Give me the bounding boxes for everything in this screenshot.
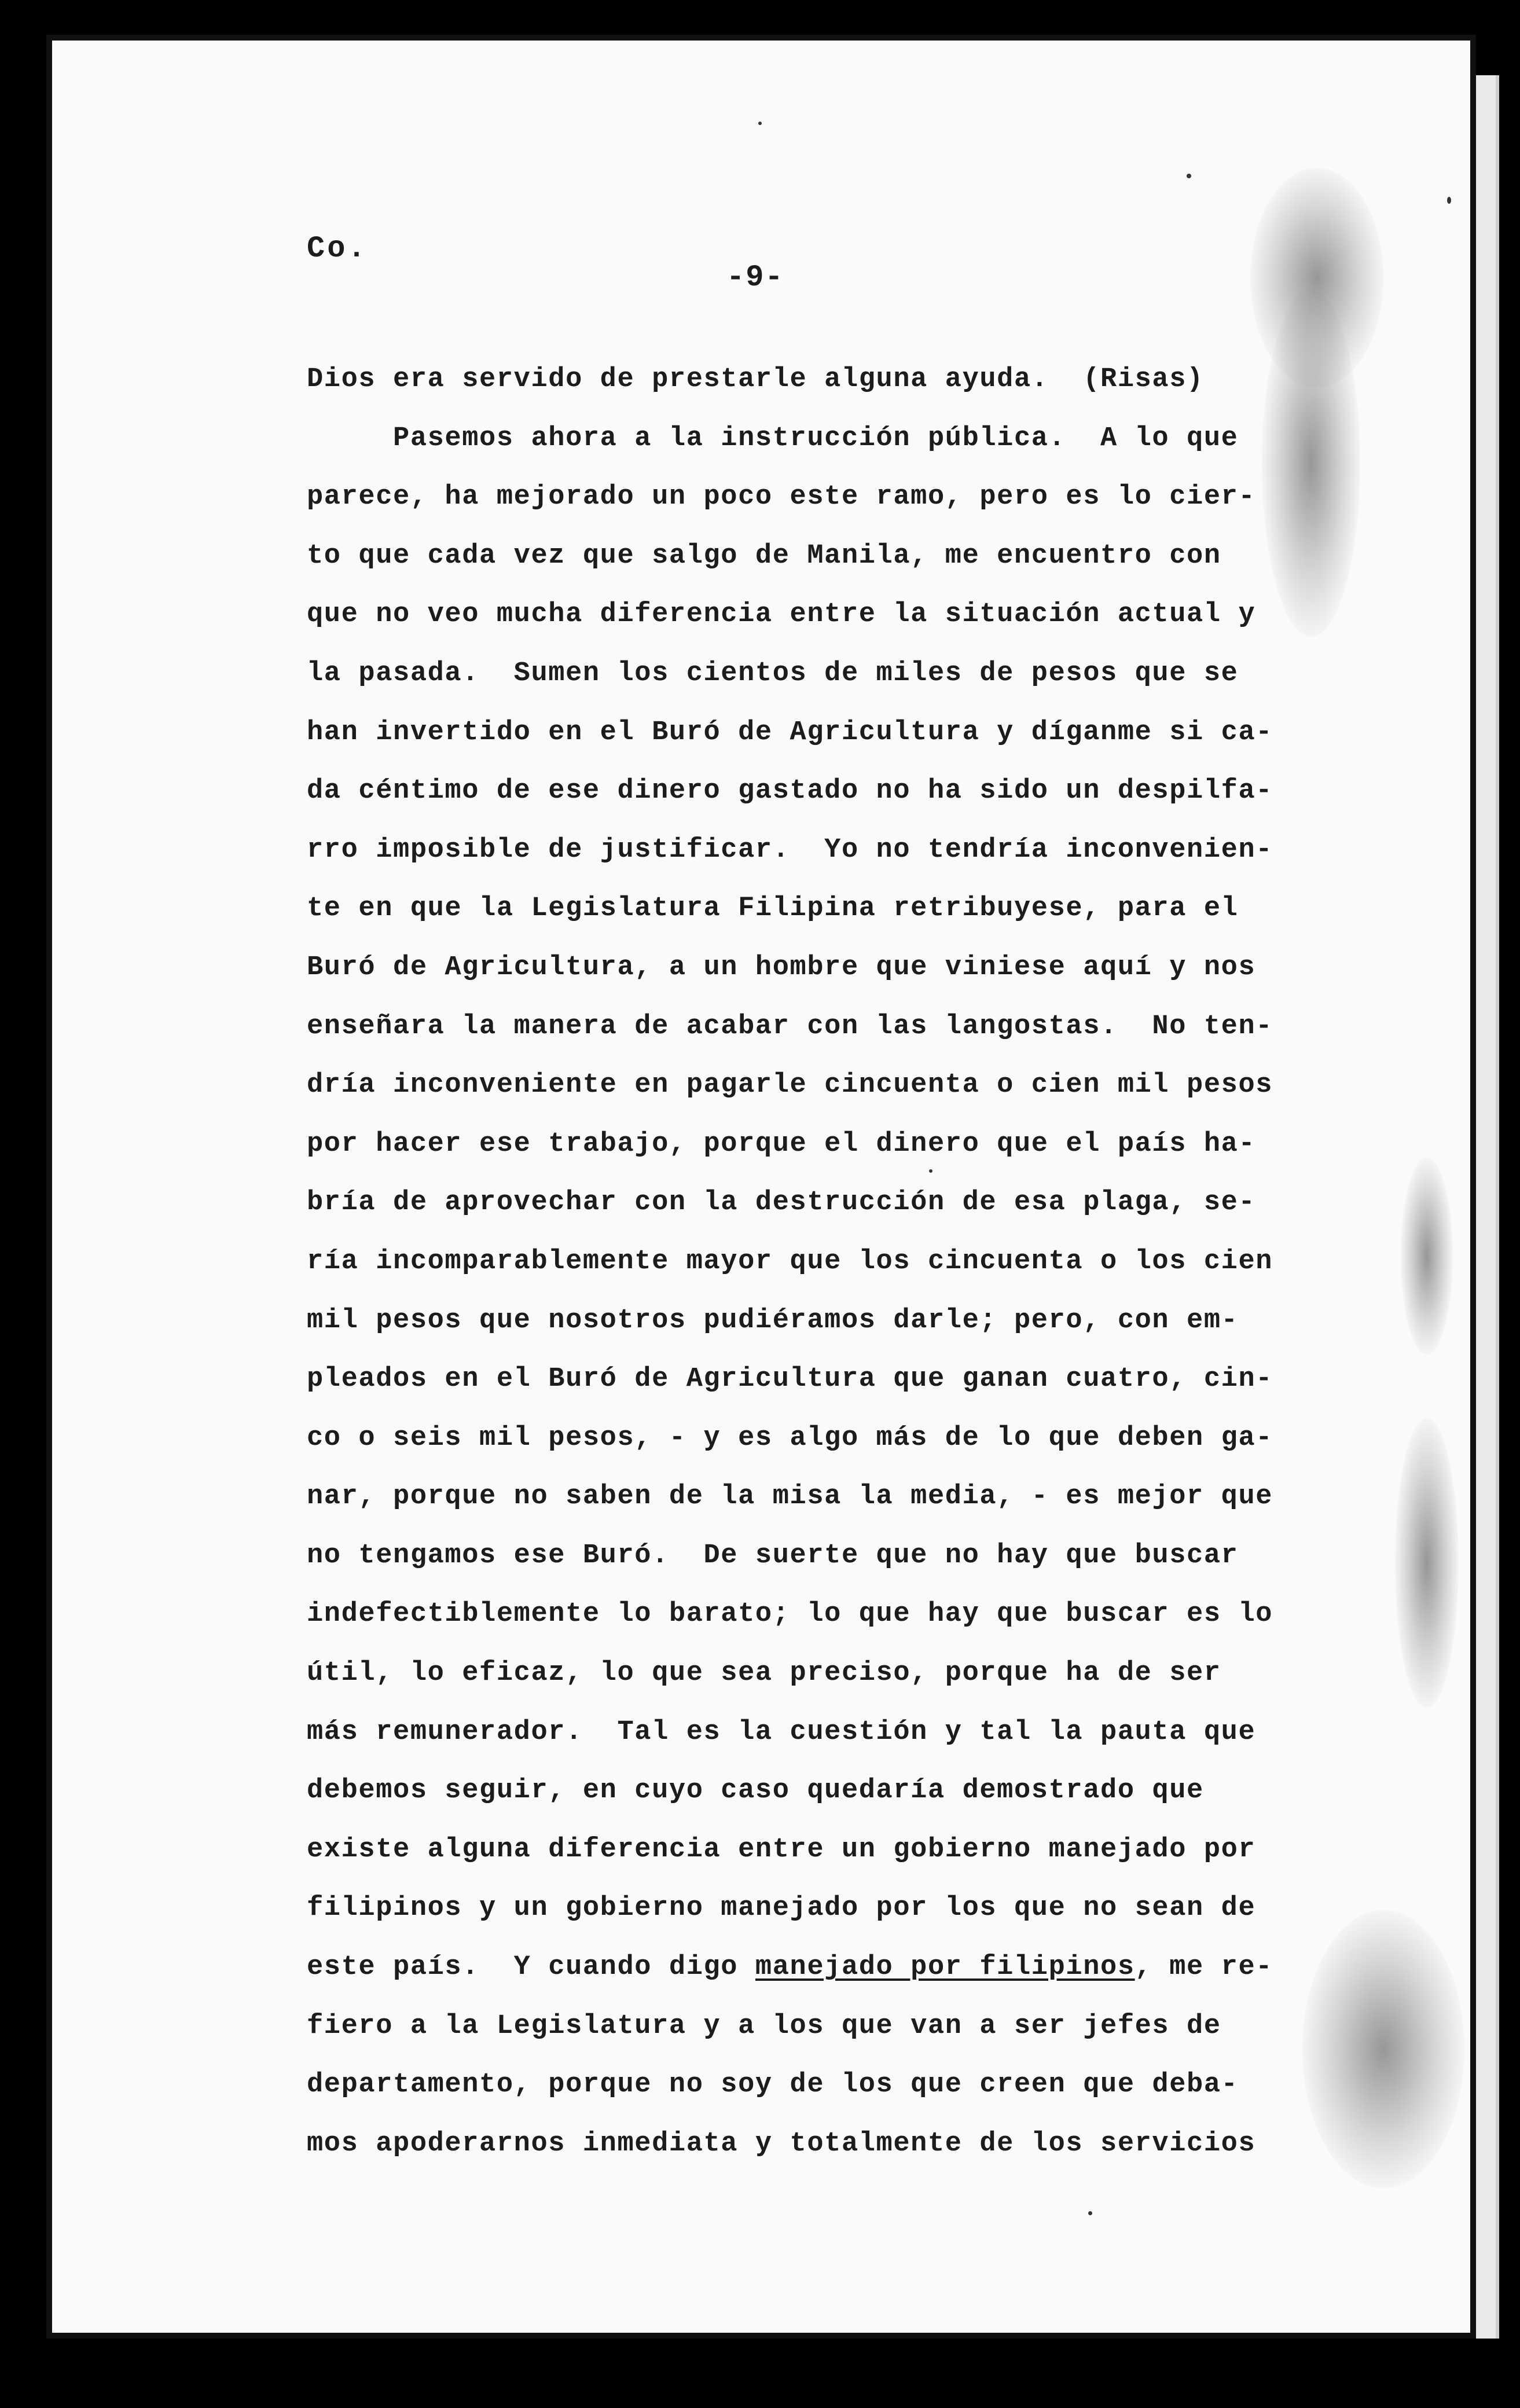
text-line: co o seis mil pesos, - y es algo más de lo que deben ga- [307,1422,1273,1453]
text-line: nar, porque no saben de la misa la media, - es mejor que [307,1481,1273,1513]
text-line: mil pesos que nosotros pudiéramos darle; pero, con em- [307,1305,1239,1336]
text-line: Pasemos ahora a la instrucción pública. A lo que [307,423,1239,454]
text-line: fiero a la Legislatura y a los que van a ser jefes de [307,2010,1221,2042]
text-line: Buró de Agricultura, a un hombre que viniese aquí y nos [307,952,1256,983]
text-line: debemos seguir, en cuyo caso quedaría demostrado que [307,1775,1204,1807]
text-line: por hacer ese trabajo, porque el dinero que el país ha- [307,1128,1256,1159]
text-line: que no veo mucha diferencia entre la situación actual y [307,599,1256,630]
corner-code: Co. [307,232,368,266]
text-line: Dios era servido de prestarle alguna ayuda. (Risas) [307,364,1204,395]
text-line: existe alguna diferencia entre un gobierno manejado por [307,1834,1256,1865]
text-line: la pasada. Sumen los cientos de miles de pesos que se [307,658,1239,689]
text-line: mos apoderarnos inmediata y totalmente de los servicios [307,2128,1256,2159]
text-line: parece, ha mejorado un poco este ramo, pero es lo cier- [307,482,1256,513]
text-line: to que cada vez que salgo de Manila, me encuentro con [307,540,1221,571]
text-line: ría incomparablemente mayor que los cincuenta o los cien [307,1246,1273,1277]
text-line: dría inconveniente en pagarle cincuenta o cien mil pesos [307,1070,1273,1101]
body-text [307,350,1349,2173]
underlined-phrase: manejado por filipinos [755,1952,1135,1983]
text-line: rro imposible de justificar. Yo no tendría inconvenien- [307,834,1273,865]
text-line: da céntimo de ese dinero gastado no ha sido un despilfa- [307,776,1273,807]
text-line: han invertido en el Buró de Agricultura y díganme si ca- [307,717,1273,748]
text-line: útil, lo eficaz, lo que sea preciso, porque ha de ser [307,1658,1221,1689]
text-line: pleados en el Buró de Agricultura que ganan cuatro, cin- [307,1364,1273,1395]
text-line: departamento, porque no soy de los que creen que deba- [307,2069,1239,2101]
text-line-start: este país. Y cuando digo [307,1952,755,1983]
text-line-end: , me re- [1135,1952,1273,1983]
text-line: indefectiblemente lo barato; lo que hay que buscar es lo [307,1599,1273,1630]
text-line: te en que la Legislatura Filipina retribuyese, para el [307,893,1239,924]
text-line: no tengamos ese Buró. De suerte que no hay que buscar [307,1540,1239,1571]
text-line: enseñara la manera de acabar con las langostas. No ten- [307,1011,1273,1042]
text-line: filipinos y un gobierno manejado por los que no sean de [307,1893,1256,1924]
page-number: -9- [726,260,784,295]
text-line: bría de aprovechar con la destrucción de esa plaga, se- [307,1187,1256,1218]
text-line-with-underline [307,1938,1349,1997]
text-line: más remunerador. Tal es la cuestión y tal la pauta que [307,1716,1256,1748]
